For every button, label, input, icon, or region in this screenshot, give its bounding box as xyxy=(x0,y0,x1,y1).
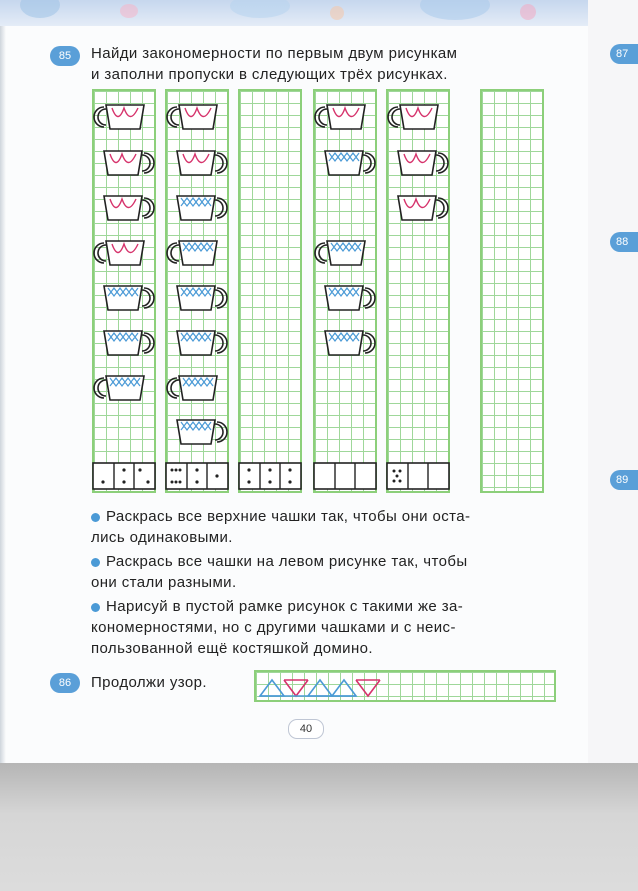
grid-figure-3 xyxy=(238,89,302,493)
cup-left-cross-icon xyxy=(92,370,156,406)
cup-left-cross-icon xyxy=(313,235,377,271)
next-page-strip xyxy=(588,0,638,763)
cup-right-wave-icon xyxy=(92,190,156,226)
instruction-3-line-2: кономерностями, но с другими чашками и с неис- xyxy=(91,619,456,636)
cup-right-cross-icon xyxy=(165,280,229,316)
instruction-3-line-1: Нарисуй в пустой рамке рисунок с такими же за- xyxy=(91,597,463,617)
top-decor-band xyxy=(0,0,588,26)
domino-tile-icon xyxy=(386,462,450,490)
cup-right-wave-icon xyxy=(92,145,156,181)
domino-tile-icon xyxy=(165,462,229,490)
cup-right-wave-icon xyxy=(386,190,450,226)
task-86-text: Продолжи узор. xyxy=(91,674,207,691)
instruction-1-line-1: Раскрась все верхние чашки так, чтобы они оста- xyxy=(91,507,470,527)
task-85-badge: 85 xyxy=(50,46,80,66)
cup-right-cross-icon xyxy=(165,190,229,226)
domino-tile-icon xyxy=(238,462,302,490)
grid-empty-frame xyxy=(480,89,544,493)
cup-right-cross-icon xyxy=(165,325,229,361)
domino-tile-icon xyxy=(92,462,156,490)
cup-left-wave-icon xyxy=(386,99,450,135)
cup-right-cross-icon xyxy=(313,280,377,316)
bullet-dot-icon xyxy=(91,603,100,612)
cup-right-wave-icon xyxy=(165,145,229,181)
side-tab-87: 87 xyxy=(610,44,638,64)
cup-right-cross-icon xyxy=(92,325,156,361)
cup-left-wave-icon xyxy=(92,99,156,135)
cup-right-cross-icon xyxy=(313,325,377,361)
task-86-badge: 86 xyxy=(50,673,80,693)
cup-right-cross-icon xyxy=(165,414,229,450)
pattern-grid xyxy=(254,670,556,702)
bullet-dot-icon xyxy=(91,558,100,567)
scan-shadow xyxy=(0,763,638,891)
side-tab-89: 89 xyxy=(610,470,638,490)
cup-left-wave-icon xyxy=(165,99,229,135)
page-number: 40 xyxy=(288,719,324,739)
task-85-line-2: и заполни пропуски в следующих трёх рисунках. xyxy=(91,66,448,83)
cup-left-cross-icon xyxy=(165,370,229,406)
zigzag-pattern-icon xyxy=(258,676,388,698)
instruction-3-line-3: пользованной ещё костяшкой домино. xyxy=(91,640,373,657)
cup-right-cross-icon xyxy=(313,145,377,181)
cup-left-wave-icon xyxy=(92,235,156,271)
instruction-2-line-2: они стали разными. xyxy=(91,574,237,591)
cup-right-cross-icon xyxy=(92,280,156,316)
cup-right-wave-icon xyxy=(386,145,450,181)
bullet-dot-icon xyxy=(91,513,100,522)
instruction-1-line-2: лись одинаковыми. xyxy=(91,529,233,546)
task-85-line-1: Найди закономерности по первым двум рисункам xyxy=(91,45,458,62)
side-tab-88: 88 xyxy=(610,232,638,252)
page-edge-shadow xyxy=(0,0,6,763)
instruction-2-line-1: Раскрась все чашки на левом рисунке так, чтобы xyxy=(91,552,468,572)
domino-tile-icon xyxy=(313,462,377,490)
cup-left-wave-icon xyxy=(313,99,377,135)
cup-left-cross-icon xyxy=(165,235,229,271)
